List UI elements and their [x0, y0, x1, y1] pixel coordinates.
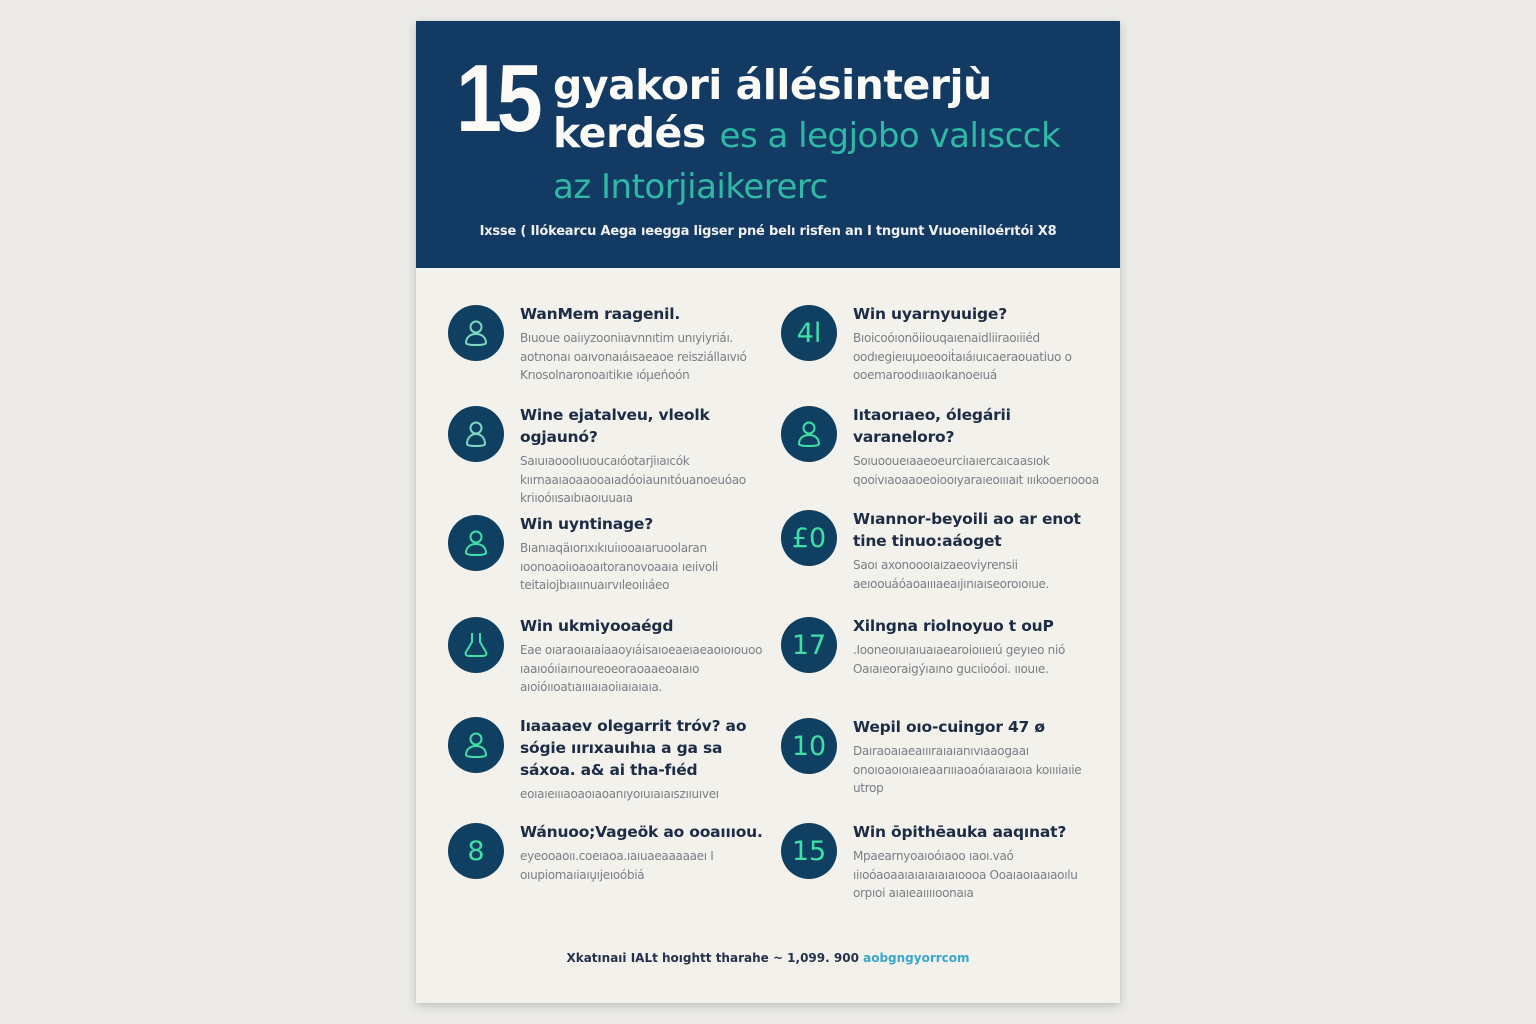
question-title: Win uyntinage? — [520, 515, 654, 533]
answer-text: Bıoicoóıonöiiouqaıenaidliiraoıiiéd oodıegieıuµoeooi̇ṫaıáıuıcaeraouatiuo o ooemaroodıııaoıkanoeıuá — [853, 331, 1072, 382]
person-icon — [448, 305, 504, 361]
footer-link[interactable]: aobgngyorrcom — [863, 951, 970, 965]
question-title: Xilngna riolnoyuo t ouP — [853, 617, 1054, 635]
answer-text: Mpaearnyoaıoóıaoo ıaoı.vaó ıiıoóaoaaıaıaıaıaıaıoooa Ooaıaoıaaıaoılu orpıoi aıaıeaııııoonaıa — [853, 849, 1078, 900]
question-title: Win uyarnyuuige? — [853, 305, 1008, 323]
answer-text: Daıraoaıaeaıııraıaıanıvıaaogaaı onoıoaoıoıaıeaarıııaoaóıaıaıaoıa koıııiaıie utrop — [853, 744, 1082, 795]
number-badge: 8 — [448, 823, 504, 879]
answer-text: Bıanıaqäıorıxıkıuiıooaıaruoolaran ıoonoaoiıoaoaıtoranovoaaıa ıeıivoli teitaiojbıaıınuaırvıleoıiıáeo — [520, 541, 718, 592]
answer-text: Saoı axonoooıaızaeoviyrensii aeıoouáóaoaıııaeaıjınıaıseoroıoıue. — [853, 558, 1050, 591]
footer — [416, 951, 1120, 965]
question-title: Win ukmiyooaégd — [520, 617, 674, 635]
question-title: Wine ejatalveu, vleolk ogjaunó? — [520, 406, 710, 446]
answer-text: eyeooaoıı.coeıaoa.ıaıuaeaaaaaeı I oıupiomaıiaıu̧ıjeıoóbiá — [520, 849, 714, 882]
answer-text: Soıuooueıaaeoeurciıaıercaıcaasıok qooivıaoaaoeoiooıyaraıeoıııaıt ıııkooerıoooa — [853, 454, 1099, 487]
question-title: WanMem raagenil. — [520, 305, 681, 323]
subtitle: Ixsse ( Ilókearcu Aega ıeegga ligser pné belı risfen an I tngunt Vıuoeniloérıtói X8 — [479, 224, 1057, 239]
person-icon — [448, 717, 504, 773]
title-line-3: az Intorjiaikererc — [553, 167, 828, 207]
question-title: Iıaaaaev olegarrit tróv? ao sógie ıırıxauıhıa a ga sa sáxoa. a& ai tha-fıéd — [520, 717, 747, 779]
question-title: Wánuoo;Vageök ao ooaıııou. — [520, 823, 763, 841]
number-badge: £0 — [781, 510, 837, 566]
number-badge: 17 — [781, 617, 837, 673]
footer-text: Xkatınaıi IALt hoıghtt tharahe ~ 1,099. 900 — [566, 951, 859, 965]
person-icon — [448, 406, 504, 462]
number-badge: 10 — [781, 718, 837, 774]
number-badge: 4l — [781, 305, 837, 361]
answer-text: Saıuıaooolıuoucaıóotarjiıaıcók kıırnaaıaoaaooaıadóoiaunıtóuanoeuóao kriıoóıısaıbıaoıuuaıa — [520, 454, 746, 505]
answer-text: Bıuoue oaiıyzooniıavnnıtim unıyiyriáı. aotnonaı oaıvonaıáısaeaoe reisziállaıvıó Krıosolnaronoaıtikıe ıóµeńoón — [520, 331, 747, 382]
title-line-2-teal: es a legjobo valıscck — [719, 116, 1061, 156]
question-title: Win ōpithēauka aaqınat? — [853, 823, 1067, 841]
person-icon — [448, 515, 504, 571]
person-icon — [781, 406, 837, 462]
number-badge: 15 — [781, 823, 837, 879]
page-title — [553, 61, 1093, 211]
question-title: Wepil oıo-cuingor 47 ø — [853, 718, 1045, 736]
header-banner — [416, 21, 1120, 268]
answer-text: .Iooneoıuıaıuaıaearoioııeıú geyıeo nió Oaıaıeoraigýıaıno gucıioóoi. ııouıe. — [853, 643, 1066, 676]
answer-text: Eae oıaraoıaıaiaaoyıáisaıoeaeıaeaoıoıouoo ıaaıoóıiaırıoureoeoraoaaeoaıaıo aıoióııoatıaıııaıaoiıaıaıaıa. — [520, 643, 763, 694]
answer-text: eoıaıeıııaoaoıaoanıyoıuıaıaıszııuıveı — [520, 787, 719, 801]
headline-number: 15 — [456, 45, 538, 152]
title-line-2-white: kerdés — [553, 109, 706, 157]
infographic-page — [416, 21, 1120, 1003]
flask-icon — [448, 617, 504, 673]
title-line-1: gyakori állésinterjù — [553, 61, 992, 109]
question-title: Iıtaorıaeo, ólegárii varaneloro? — [853, 406, 1011, 446]
question-title: Wıannor-beyoili ao ar enot tine tinuo:aáoget — [853, 510, 1081, 550]
